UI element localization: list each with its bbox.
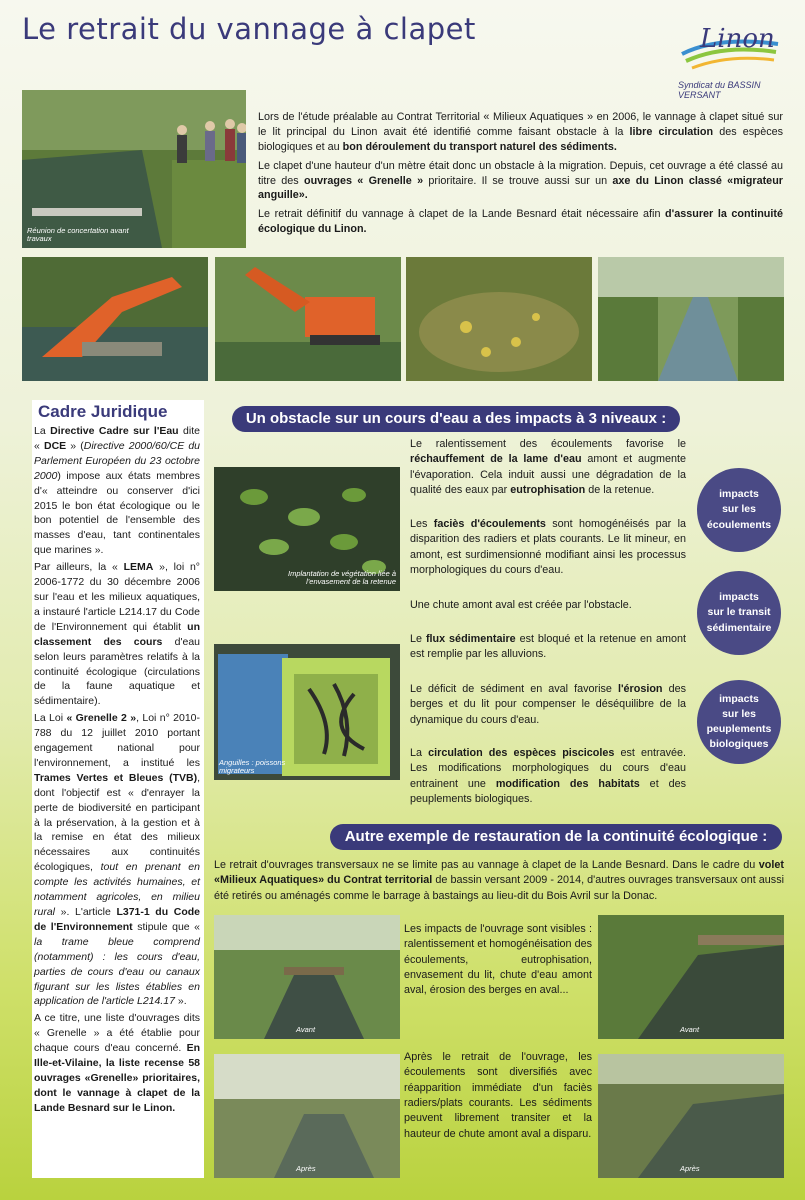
intro-paragraph-2: Le clapet d'une hauteur d'un mètre était donc un obstacle à la migration. Depuis, cet ouvrage a été classé au titre des ouvrages « Grenelle » prioritaire. Il se trouve aussi sur un axe du Linon classé «migrateur anguille».	[258, 159, 783, 202]
after-caption-1: Après	[296, 1164, 316, 1174]
meeting-caption: Réunion de concertation avant travaux	[27, 225, 129, 244]
impact-text-6: La circulation des espèces piscicoles est entravée. Les modifications morphologiques du cours d'eau entrainent une modification des habitats et des peuplements biologiques.	[410, 747, 686, 805]
before-caption-2: Avant	[680, 1025, 700, 1035]
after-photo-2	[598, 1054, 784, 1178]
logo-word: Linon	[700, 24, 775, 54]
impact-text-3: Une chute amont aval est créée par l'obstacle.	[410, 599, 632, 611]
linon-logo	[678, 14, 782, 100]
after-photo-1	[214, 1054, 400, 1178]
before-photo-2	[598, 915, 784, 1039]
after-text: Après le retrait de l'ouvrage, les écoulements sont diversifiés avec réapparition immédiate d'un faciès radiers/plats courants. Les sédiments peuvent librement transiter et la hauteur de chute amont aval a disparu.	[404, 1051, 592, 1140]
works-photo-3	[406, 257, 592, 381]
after-caption-2: Après	[680, 1164, 700, 1174]
impact-text-1: Le ralentissement des écoulements favorise le réchauffement de la lame d'eau amont et augmente l'évaporation. Cela induit aussi une dégradation de la qualité des eaux par eutrophisation de la retenue.	[410, 438, 686, 496]
impact-circle-sediment: impacts sur le transit sédimentaire	[697, 571, 781, 655]
impact-text-5: Le déficit de sédiment en aval favorise l'érosion des berges et du lit pour compenser le déséquilibre de la dynamique du cours d'eau.	[410, 683, 686, 726]
legal-paragraph-1: La Directive Cadre sur l'Eau dite « DCE » (Directive 2000/60/CE du Parlement Européen du 23 octobre 2000) impose aux états membres d'« atteindre ou conserver d'ici 2015 le bon état écologique ou le bon potentiel de l'ensemble des masses d'eau, tant continentales que marines ».	[34, 425, 201, 557]
logo-subtitle: Syndicat du BASSIN VERSANT	[678, 80, 761, 100]
legal-paragraph-3: La Loi « Grenelle 2 », Loi n° 2010-788 du 12 juillet 2010 portant engagement national pour l'environnement, a institué les Trames Vertes et Bleues (TVB), dont l'objectif est « d'enrayer la perte de biodiversité en participant à la préservation, à la gestion et à la remise en état des milieux nécessaires aux continuités écologiques, tout en prenant en compte les activités humaines, et notamment agricoles, en milieu rural ». L'article L371-1 du Code de l'Environnement stipule que « la trame bleue comprend (notamment) : les cours d'eau, parties de cours d'eau ou canaux figurant sur les listes établies en application de l'article L214.17 ».	[34, 712, 201, 1008]
intro-text	[258, 110, 783, 241]
intro-paragraph-3: Le retrait définitif du vannage à clapet de la Lande Besnard était nécessaire afin d'assurer la continuité écologique du Linon.	[258, 208, 783, 236]
impact-circle-populations: impacts sur les peuplements biologiques	[697, 680, 781, 764]
before-caption-1: Avant	[296, 1025, 316, 1035]
eels-photo	[214, 644, 400, 780]
legal-paragraph-4: A ce titre, une liste d'ouvrages dits « Grenelle » a été établie pour chaque cours d'eau concerné. En Ille-et-Vilaine, la liste recense 58 ouvrages «Grenelle» prioritaires, dont le vannage à clapet de la Lande Besnard sur le Linon.	[34, 1012, 200, 1114]
impact-circle-flows: impacts sur les écoulements	[697, 468, 781, 552]
intro-paragraph-1: Lors de l'étude préalable au Contrat Territorial « Milieux Aquatiques » en 2006, le vannage à clapet situé sur le lit principal du Linon avait été identifié comme faisant obstacle à la libre circulation des espèces biologiques et au bon déroulement du transport naturel des sédiments.	[258, 111, 783, 153]
works-photo-4	[598, 257, 784, 381]
impact-text-4: Le flux sédimentaire est bloqué et la retenue en amont est remplie par les alluvions.	[410, 633, 686, 661]
works-photo-2	[215, 257, 401, 381]
page-title: Le retrait du vannage à clapet	[22, 12, 476, 46]
legal-text	[34, 424, 200, 1118]
before-photo-1	[214, 915, 400, 1039]
restoration-text: Le retrait d'ouvrages transversaux ne se limite pas au vannage à clapet de la Lande Besnard. Dans le cadre du volet «Milieux Aquatiques» du Contrat territorial de bassin versant 2009 - 2014, d'autres ouvrages transversaux ont aussi été retirés ou aménagés comme le barrage à bastaings au lieu-dit du Bois Avril sur la Donac.	[214, 859, 784, 902]
restoration-banner: Autre exemple de restauration de la continuité écologique :	[330, 824, 782, 850]
meeting-photo	[22, 90, 246, 248]
vegetation-caption: Implantation de végétation liée à l'envasement de la retenue	[288, 568, 396, 587]
vegetation-photo	[214, 467, 400, 591]
impacts-banner: Un obstacle sur un cours d'eau a des impacts à 3 niveaux :	[232, 406, 680, 432]
impact-text-2: Les faciès d'écoulements sont homogénéisés par la disparition des radiers et plats courants. Le lit mineur, en amont, est surdimensionné modifiant ainsi les processus morphologiques du cours d'eau.	[410, 518, 686, 576]
before-text: Les impacts de l'ouvrage sont visibles : ralentissement et homogénéisation des écoulements, eutrophisation, envasement du lit, chute d'eau amont aval, érosion des berges en aval...	[404, 923, 592, 997]
works-photo-1	[22, 257, 208, 381]
eels-caption: Anguilles : poissons migrateurs	[219, 757, 286, 776]
legal-paragraph-2: Par ailleurs, la « LEMA », loi n° 2006-1772 du 30 décembre 2006 sur l'eau et les milieux aquatiques, a instauré l'article L214.17 du Code de l'Environnement qui établit un classement des cours d'eau selon leurs paramètres relatifs à la continuité écologique (circulations de la faune aquatique et sédimentaire).	[34, 561, 200, 708]
legal-title: Cadre Juridique	[38, 402, 168, 421]
